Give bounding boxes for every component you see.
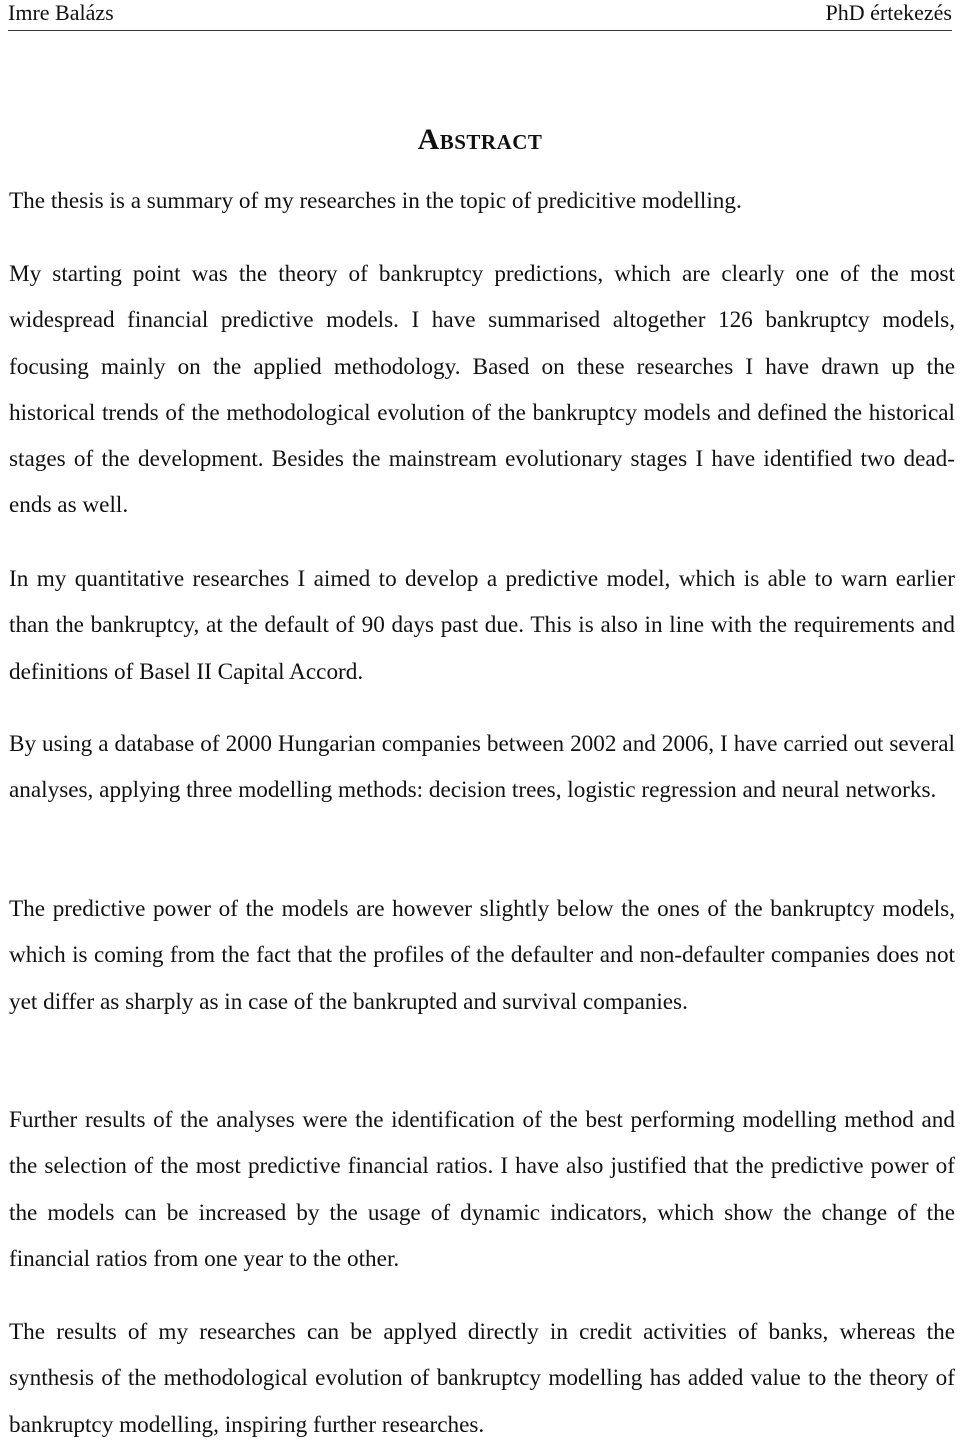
paragraph: Further results of the analyses were the identification of the best performing modelling method and the selection of the most predictive financial ratios. I have also justified that the predictive power of the models can be increased by the usage of dynamic indicators, which show the change of the financial ratios from one year to the other. [9, 1107, 955, 1272]
paragraph: My starting point was the theory of bankruptcy predictions, which are clearly one of the most widespread financial predictive models. I have summarised altogether 126 bankruptcy models, focusing mainly on the applied methodology. Based on these researches I have drawn up the historical trends of the methodological evolution of the bankruptcy models and defined the historical stages of the development. Besides the mainstream evolutionary stages I have identified two dead-ends as well. [9, 261, 955, 519]
page-header [8, 0, 952, 31]
paragraph: The predictive power of the models are however slightly below the ones of the bankruptcy models, which is coming from the fact that the profiles of the defaulter and non-defaulter companies does not yet differ as sharply as in case of the bankrupted and survival companies. [9, 896, 955, 1015]
paragraph: In my quantitative researches I aimed to develop a predictive model, which is able to warn earlier than the bankruptcy, at the default of 90 days past due. This is also in line with the requirements and definitions of Basel II Capital Accord. [9, 566, 955, 685]
paragraph: By using a database of 2000 Hungarian companies between 2002 and 2006, I have carried out several analyses, applying three modelling methods: decision trees, logistic regression and neural networks. [9, 731, 955, 804]
header-author: Imre Balázs [8, 0, 114, 25]
paragraph: The results of my researches can be applyed directly in credit activities of banks, whereas the synthesis of the methodological evolution of bankruptcy modelling has added value to the theory of bankruptcy modelling, inspiring further researches. [9, 1319, 955, 1438]
page-title: Abstract [417, 123, 543, 157]
header-document-type: PhD értekezés [825, 0, 952, 25]
paragraph: The thesis is a summary of my researches in the topic of predicitive modelling. [9, 188, 742, 214]
